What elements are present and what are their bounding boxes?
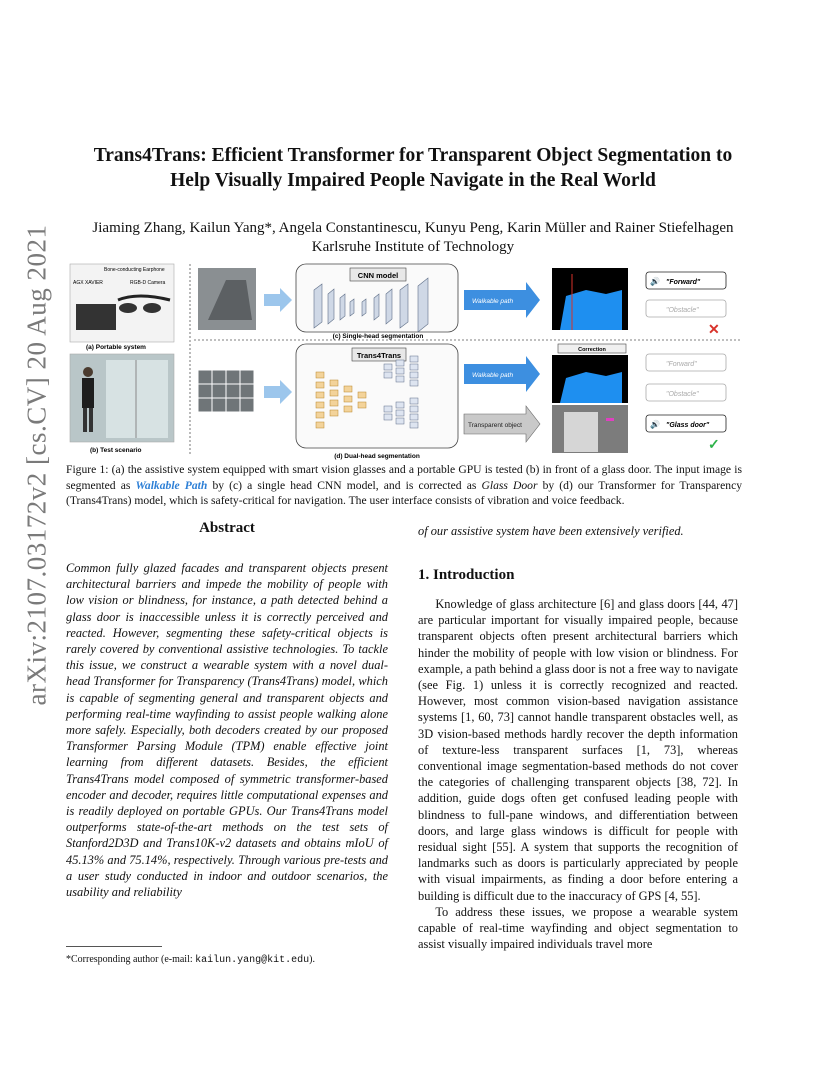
agx-label: AGX XAVIER — [73, 280, 103, 286]
abstract-heading: Abstract — [199, 520, 255, 536]
title-line-1: Trans4Trans: Efficient Transformer for Transparent Object Segmentation to — [93, 145, 733, 166]
intro-paragraph-2: To address these issues, we propose a wearable system capable of real-time wayfinding and object segmentation to assist visually impaired individuals travel more — [418, 904, 738, 952]
svg-text:🔊: 🔊 — [650, 420, 660, 429]
svg-text:🔊: 🔊 — [650, 277, 660, 286]
feedback-obstacle-bottom-text: "Obstacle" — [666, 391, 699, 398]
intro-heading: 1. Introduction — [418, 567, 515, 583]
footnote-prefix: *Corresponding author (e-mail: — [66, 954, 196, 965]
correction-label: Correction — [578, 347, 606, 353]
transparent-object-label: Transparent object — [468, 422, 522, 429]
single-head-caption: (c) Single-head segmentation — [332, 333, 424, 340]
bone-conducting-label: Bone-conducting Earphone — [104, 267, 165, 273]
caption-glass-door: Glass Door — [481, 478, 538, 492]
test-scenario-caption: (b) Test scenario — [90, 447, 142, 454]
footnote-suffix: ). — [309, 954, 316, 965]
figure-caption — [66, 462, 742, 509]
input-arrow-top — [264, 288, 292, 312]
correct-check-icon: ✓ — [708, 436, 720, 452]
caption-part-2: by (c) a single head CNN model, and is corrected as — [207, 478, 482, 492]
walkable-label-bottom: Walkable path — [472, 372, 514, 379]
caption-walkable-path: Walkable Path — [135, 478, 208, 492]
input-patches — [198, 370, 254, 412]
caption-part-1: Figure 1: (a) the assistive system equipped with smart vision glasses and a portable GPU is tested (b) in front of a glass door. The input image is segmented as — [66, 463, 742, 492]
abstract-tail: of our assistive system have been extensively verified. — [418, 524, 684, 538]
title-line-2: Help Visually Impaired People Navigate in the Real World — [170, 170, 656, 191]
arxiv-stamp — [14, 224, 60, 706]
author-block — [60, 219, 766, 257]
feedback-forward-top — [646, 272, 726, 289]
feedback-forward-bottom-text: "Forward" — [666, 361, 697, 368]
feedback-obstacle-bottom — [646, 384, 726, 401]
portable-system-photo — [70, 264, 174, 342]
abstract-body: Common fully glazed facades and transparent objects present architectural barriers and impede the mobility of people with low vision or blindness, for instance, a path detected behind a glass door is inaccessible unless it is correctly perceived and reacted. However, segmenting these safety-critical objects is rarely covered by conventional assistive technologies. To tackle this issue, we construct a wearable system with a novel dual-head Transformer for Transparency (Trans4Trans) model, which is capable of segmenting general and transparent objects and performing real-time wayfinding to assist people walking alone more safely. Especially, both decoders created by our proposed Transformer Parsing Module (TPM) enable effective joint learning from different datasets. Besides, the efficient Trans4Trans model composed of symmetric transformer-based encoder and decoder, requires little computational expenses and is readily deployed on portable GPUs. Our Trans4Trans model outperforms state-of-the-art methods on the test sets of Stanford2D3D and Trans10K-v2 datasets and obtains mIoU of 45.13% and 75.14%, respectively. Through various pre-tests and a user study conducted in indoor and outdoor scenarios, the usability and reliability — [66, 561, 388, 900]
figure-1 — [66, 260, 742, 460]
trans4trans-title: Trans4Trans — [356, 351, 402, 360]
cnn-model-title: CNN model — [357, 271, 399, 280]
paper-title — [90, 143, 736, 193]
feedback-glass-door — [646, 415, 726, 432]
intro-paragraph-1: Knowledge of glass architecture [6] and glass doors [44, 47] are particular important for visually impaired people, because transparent objects often present architectural barriers which hinder the mobility of people with low vision or blindness. For example, a path behind a glass door is not a free way to navigate (see Fig. 1) unless it is correctly recognized and reacted. However, most common vision-based navigation assistance systems [1, 60, 73] cannot handle transparent obstacles well, as 3D vision-based methods hardly recover the depth information of texture-less transparent surfaces [1, 73], whereas conventional image segmentation-based methods do not cover the categories of challenging transparent objects [38, 72]. In addition, guide dogs often get confused leading people with blindness to full-pane windows, and differentiation between doors, and large glass windows is difficult for people with residual sight [55]. A system that supports the recognition of landmarks such as doors is particularly appreciated by people with visual impairments, as finding a door before entering a building is difficult due to the inaccuracy of GPS [4, 55]. — [418, 597, 738, 903]
walkable-label-top: Walkable path — [472, 298, 514, 305]
intro-body — [418, 596, 738, 952]
caption-part-3: by (d) our Transformer for Transparency (Trans4Trans) model, which is safety-critical for navigation. The user interface consists of vibration and voice feedback. — [66, 478, 743, 507]
feedback-obstacle-top — [646, 300, 726, 317]
arxiv-id: arXiv:2107.03172v2 [cs.CV] 20 Aug 2021 — [21, 224, 52, 706]
input-arrow-bottom — [264, 380, 292, 404]
feedback-forward-bottom — [646, 354, 726, 371]
feedback-forward-top-text: "Forward" — [666, 279, 701, 286]
feedback-obstacle-top-text: "Obstacle" — [666, 307, 699, 314]
rgbd-label: RGB-D Camera — [130, 280, 166, 286]
author-list: Jiaming Zhang, Kailun Yang*, Angela Constantinescu, Kunyu Peng, Karin Müller and Rainer Stiefelhagen — [92, 220, 734, 236]
wrong-cross-icon: ✕ — [708, 321, 720, 337]
affiliation: Karlsruhe Institute of Technology — [311, 239, 515, 255]
footnote — [66, 953, 388, 967]
footnote-rule — [66, 946, 162, 947]
portable-system-caption: (a) Portable system — [86, 344, 146, 351]
feedback-glass-door-text: "Glass door" — [666, 422, 710, 429]
dual-head-caption: (d) Dual-head segmentation — [334, 453, 420, 460]
test-scenario-photo — [70, 354, 174, 442]
footnote-email[interactable]: kailun.yang@kit.edu — [195, 955, 310, 966]
